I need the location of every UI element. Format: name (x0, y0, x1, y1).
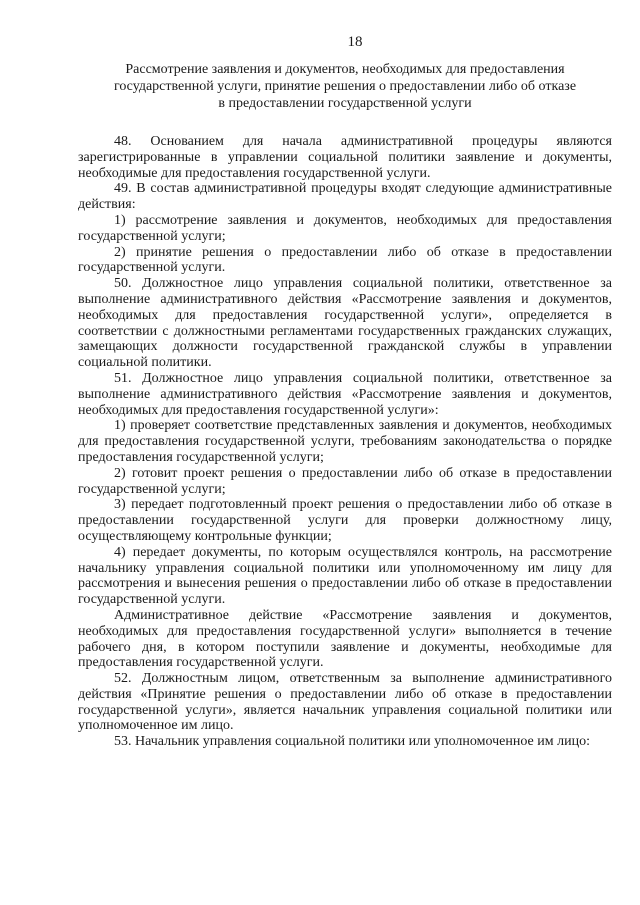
paragraph-51: 51. Должностное лицо управления социальной политики, ответственное за выполнение административного действия «Рассмотрение заявления и документов, необходимых для предоставления государственной услуги»: (78, 370, 612, 418)
paragraph-51-item-3: 3) передает подготовленный проект решения о предоставлении либо об отказе в предоставлении государственной услуги для проверки должностному лицу, осуществляющему контрольные функции; (78, 497, 612, 544)
paragraph-51-timing: Административное действие «Рассмотрение заявления и документов, необходимых для предоставления государственной услуги» выполняется в течение рабочего дня, в котором поступили заявление и документы, необходимые для предоставления государственной услуги. (78, 607, 612, 671)
paragraph-49-item-1: 1) рассмотрение заявления и документов, необходимых для предоставления государственной услуги; (78, 212, 612, 244)
section-title: Рассмотрение заявления и документов, необходимых для предоставления государственной услуги, принятие решения о предоставлении либо об отказе в предоставлении государственной услуги (113, 62, 577, 111)
paragraph-48: 48. Основанием для начала административной процедуры являются зарегистрированные в управлении социальной политики заявление и документы, необходимые для предоставления государственной услуги. (78, 134, 612, 181)
paragraph-53: 53. Начальник управления социальной политики или уполномоченное им лицо: (114, 734, 590, 750)
paragraph-49: 49. В состав административной процедуры входят следующие административные действия: (78, 181, 612, 213)
paragraph-52: 52. Должностным лицом, ответственным за выполнение административного действия «Принятие решения о предоставлении либо об отказе в предоставлении государственной услуги», является начальник управления социальной политики или уполномоченное им лицо. (78, 671, 612, 734)
paragraph-50: 50. Должностное лицо управления социальной политики, ответственное за выполнение административного действия «Рассмотрение заявления и документов, необходимых для предоставления государственной услуги», определяется в соответствии с должностными регламентами государственных гражданских служащих, замещающих должности государственной гражданской службы в управлении социальной политики. (78, 276, 612, 371)
paragraph-51-item-1: 1) проверяет соответствие представленных заявления и документов, необходимых для предоставления государственной услуги, требованиям законодательства о порядке предоставления государственной услуги; (78, 418, 612, 465)
paragraph-51-item-2: 2) готовит проект решения о предоставлении либо об отказе в предоставлении государственной услуги; (78, 465, 612, 497)
paragraph-49-item-2: 2) принятие решения о предоставлении либо об отказе в предоставлении государственной услуги. (78, 244, 612, 276)
page-number: 18 (347, 34, 363, 50)
document-body (78, 134, 612, 750)
paragraph-51-item-4: 4) передает документы, по которым осуществлялся контроль, на рассмотрение начальнику управления социальной политики или уполномоченному им лицу для рассмотрения и вынесения решения о предоставлении либо об отказе в предоставлении государственной услуги. (78, 544, 612, 608)
